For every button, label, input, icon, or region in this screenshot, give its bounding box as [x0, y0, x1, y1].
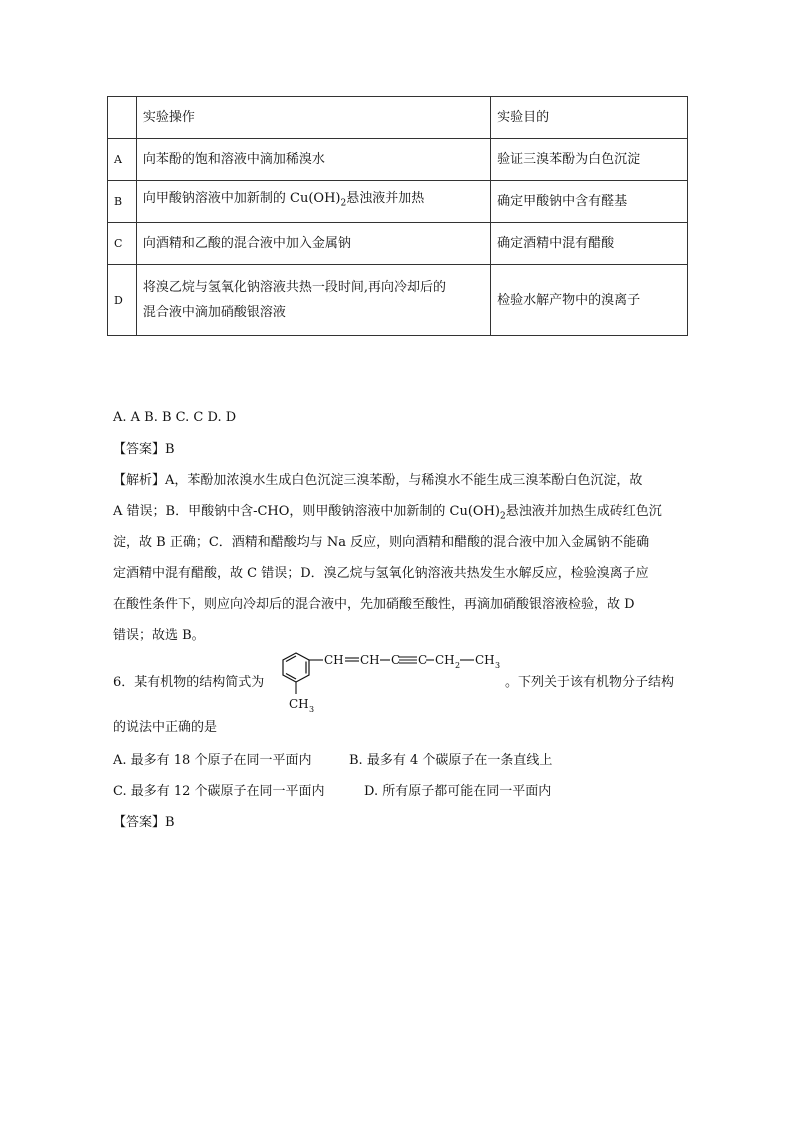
experiment-table: [107, 96, 688, 336]
row-operation: 向酒精和乙酸的混合液中加入金属钠: [136, 223, 490, 265]
benzene-ring-icon: [283, 653, 309, 682]
header-label-cell: [108, 97, 137, 139]
row-label: C: [108, 223, 137, 265]
row-label: D: [108, 265, 137, 336]
row-operation: [136, 181, 490, 223]
row-label: B: [108, 181, 137, 223]
operation-line: 混合液中滴加硝酸银溶液: [142, 305, 286, 320]
subscript: 2: [340, 198, 347, 209]
row-purpose: 验证三溴苯酚为白色沉淀: [491, 139, 688, 181]
chain-atom: C: [418, 653, 428, 667]
q6-stem-end: 。下列关于该有机物分子结构: [505, 675, 675, 690]
operation-line: 将溴乙烷与氢氧化钠溶液共热一段时间,再向冷却后的: [142, 280, 447, 295]
methyl-substituent: CH: [289, 697, 309, 711]
operation-text: 向甲酸钠溶液中加新制的 Cu(OH): [142, 191, 341, 207]
q6-option-d: D. 所有原子都可能在同一平面内: [364, 784, 552, 799]
q5-options: A. A B. B C. C D. D: [113, 410, 237, 425]
header-purpose-cell: 实验目的: [491, 97, 688, 139]
row-label: A: [108, 139, 137, 181]
q5-analysis-line: A 错误；B．甲酸钠中含-CHO，则甲酸钠溶液中加新制的 $Cu(OH)_2$悬浊液并加热生成砖红色沉: [113, 504, 662, 522]
q5-analysis-line: 淀，故 B 正确；C．酒精和醋酸均与 Na 反应，则向酒精和醋酸的混合液中加入金属钠不能确: [113, 535, 650, 550]
chain-atom: CH: [435, 653, 455, 667]
chain-atom: C: [391, 653, 401, 667]
q6-answer: 【答案】B: [113, 815, 175, 830]
row-operation: [136, 265, 490, 336]
q6-option-b: B. 最多有 4 个碳原子在一条直线上: [349, 753, 553, 768]
row-purpose: 确定酒精中混有醋酸: [491, 223, 688, 265]
chain-atom: CH: [324, 653, 344, 667]
q6-option-c: C. 最多有 12 个碳原子在同一平面内: [113, 784, 325, 799]
table-header-row: [108, 97, 688, 139]
chain-atom: CH: [475, 653, 495, 667]
q5-analysis-line: 【解析】A，苯酚加浓溴水生成白色沉淀三溴苯酚，与稀溴水不能生成三溴苯酚白色沉淀，故: [113, 473, 643, 488]
q5-analysis-line: 定酒精中混有醋酸，故 C 错误；D．溴乙烷与氢氧化钠溶液共热发生水解反应，检验溴离子应: [113, 566, 649, 581]
q6-stem-start: 6．某有机物的结构简式为: [113, 675, 265, 690]
atom-subscript: 3: [495, 661, 501, 670]
table-row: [108, 223, 688, 265]
row-purpose: 确定甲酸钠中含有醛基: [491, 181, 688, 223]
q5-analysis-line: 错误；故选 B。: [113, 628, 205, 643]
table-row: [108, 265, 688, 336]
header-operation-cell: 实验操作: [136, 97, 490, 139]
structural-formula: [278, 648, 506, 714]
table-row: [108, 139, 688, 181]
atom-subscript: 2: [455, 661, 461, 670]
operation-text-tail: 悬浊液并加热: [346, 191, 425, 207]
chain-atom: CH: [360, 653, 380, 667]
q6-stem-line2: 的说法中正确的是: [113, 720, 218, 735]
row-operation: 向苯酚的饱和溶液中滴加稀溴水: [136, 139, 490, 181]
row-purpose: 检验水解产物中的溴离子: [491, 265, 688, 336]
atom-subscript: 3: [309, 705, 315, 714]
q5-answer: 【答案】B: [113, 442, 175, 457]
q5-analysis-line: 在酸性条件下，则应向冷却后的混合液中，先加硝酸至酸性，再滴加硝酸银溶液检验，故 D: [113, 597, 635, 612]
q6-option-a: A. 最多有 18 个原子在同一平面内: [113, 753, 312, 768]
table-row: [108, 181, 688, 223]
